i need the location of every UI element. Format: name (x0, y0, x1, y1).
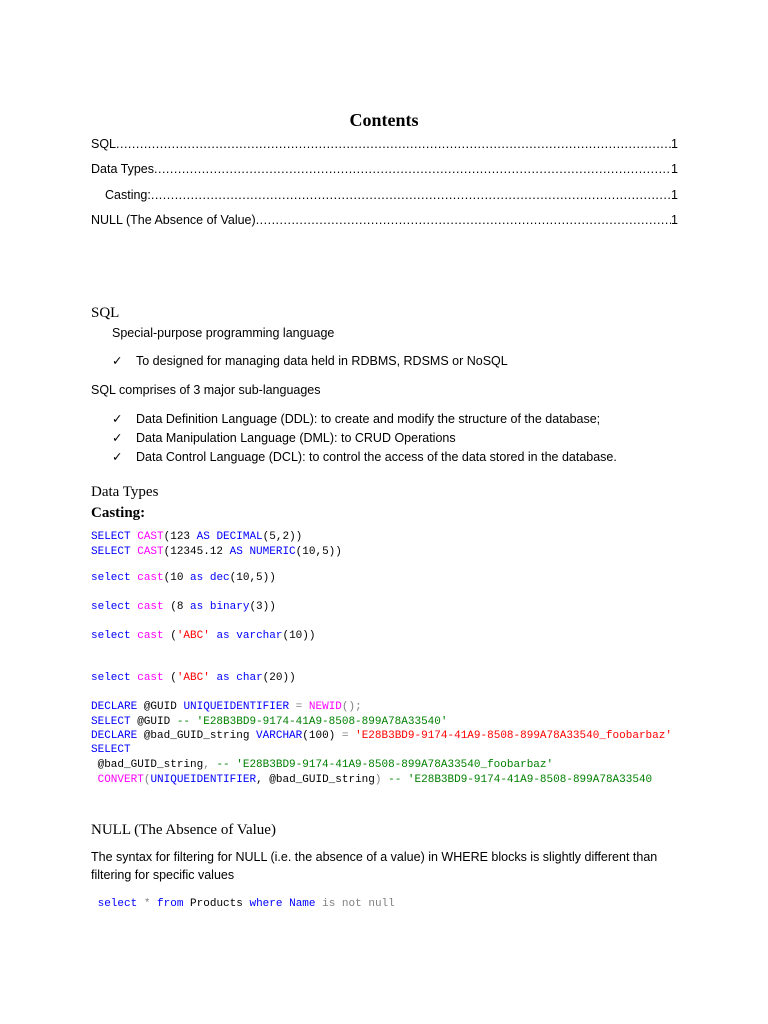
toc-entry-label: Data Types (91, 162, 155, 176)
toc-leader-dots (151, 187, 671, 203)
sql-sub-bullet: Data Manipulation Language (DML): to CRUD Operations (136, 431, 456, 445)
toc-leader-dots (116, 136, 671, 152)
toc-entry-sql[interactable] (91, 136, 678, 152)
code-line: SELECT (91, 744, 131, 756)
checkmark-icon: ✓ (112, 412, 123, 426)
toc-entry-label: SQL (91, 137, 117, 151)
toc-entry-page: 1 (671, 213, 678, 227)
sql-heading: SQL (91, 305, 120, 321)
toc-entry-page: 1 (671, 188, 678, 202)
toc-entry-page: 1 (671, 137, 678, 151)
casting-heading: Casting: (91, 505, 146, 521)
toc-title: Contents (349, 110, 419, 130)
sql-sub-bullet: Data Control Language (DCL): to control the access of the data stored in the database. (136, 450, 617, 464)
code-line-null-query: select * from Products where Name is not null (97, 898, 395, 910)
checkmark-icon: ✓ (112, 450, 123, 464)
code-line: select cast (8 as binary(3)) (91, 601, 276, 613)
code-line: CONVERT(UNIQUEIDENTIFIER, @bad_GUID_string) -- 'E28B3BD9-9174-41A9-8508-899A78A33540 (97, 774, 653, 786)
toc-entry-data-types[interactable] (91, 161, 678, 177)
null-paragraph-line1: The syntax for filtering for NULL (i.e. the absence of a value) in WHERE blocks is slightly different than (91, 850, 658, 864)
toc-entry-casting[interactable] (105, 187, 678, 203)
checkmark-icon: ✓ (112, 431, 123, 445)
code-line: select cast ('ABC' as varchar(10)) (91, 630, 316, 642)
datatypes-heading: Data Types (91, 484, 159, 500)
code-line: select cast ('ABC' as char(20)) (91, 672, 296, 684)
code-line: @bad_GUID_string, -- 'E28B3BD9-9174-41A9-8508-899A78A33540_foobarbaz' (91, 759, 554, 771)
sql-comprises: SQL comprises of 3 major sub-languages (91, 383, 321, 397)
sql-bullet-text: To designed for managing data held in RDBMS, RDSMS or NoSQL (136, 354, 508, 368)
toc-entry-null[interactable] (91, 212, 678, 228)
code-line: DECLARE @GUID UNIQUEIDENTIFIER = NEWID(); (91, 701, 362, 713)
null-heading: NULL (The Absence of Value) (91, 822, 276, 838)
toc-leader-dots (256, 212, 671, 228)
toc-entry-label: NULL (The Absence of Value) (91, 213, 256, 227)
checkmark-icon: ✓ (112, 354, 123, 368)
toc-entry-label: Casting: (105, 188, 151, 202)
code-line: DECLARE @bad_GUID_string VARCHAR(100) = 'E28B3BD9-9174-41A9-8508-899A78A33540_foobarbaz' (91, 730, 672, 742)
code-line: SELECT @GUID -- 'E28B3BD9-9174-41A9-8508-899A78A33540' (91, 716, 448, 728)
sql-sub-bullet: Data Definition Language (DDL): to create and modify the structure of the database; (136, 412, 601, 426)
sql-intro: Special-purpose programming language (112, 326, 335, 340)
toc-entry-page: 1 (671, 162, 678, 176)
null-paragraph-line2: filtering for specific values (91, 868, 235, 882)
code-line: SELECT CAST(123 AS DECIMAL(5,2)) (91, 531, 303, 543)
toc-leader-dots (154, 161, 671, 177)
code-line: SELECT CAST(12345.12 AS NUMERIC(10,5)) (91, 546, 342, 558)
code-line: select cast(10 as dec(10,5)) (91, 572, 276, 584)
